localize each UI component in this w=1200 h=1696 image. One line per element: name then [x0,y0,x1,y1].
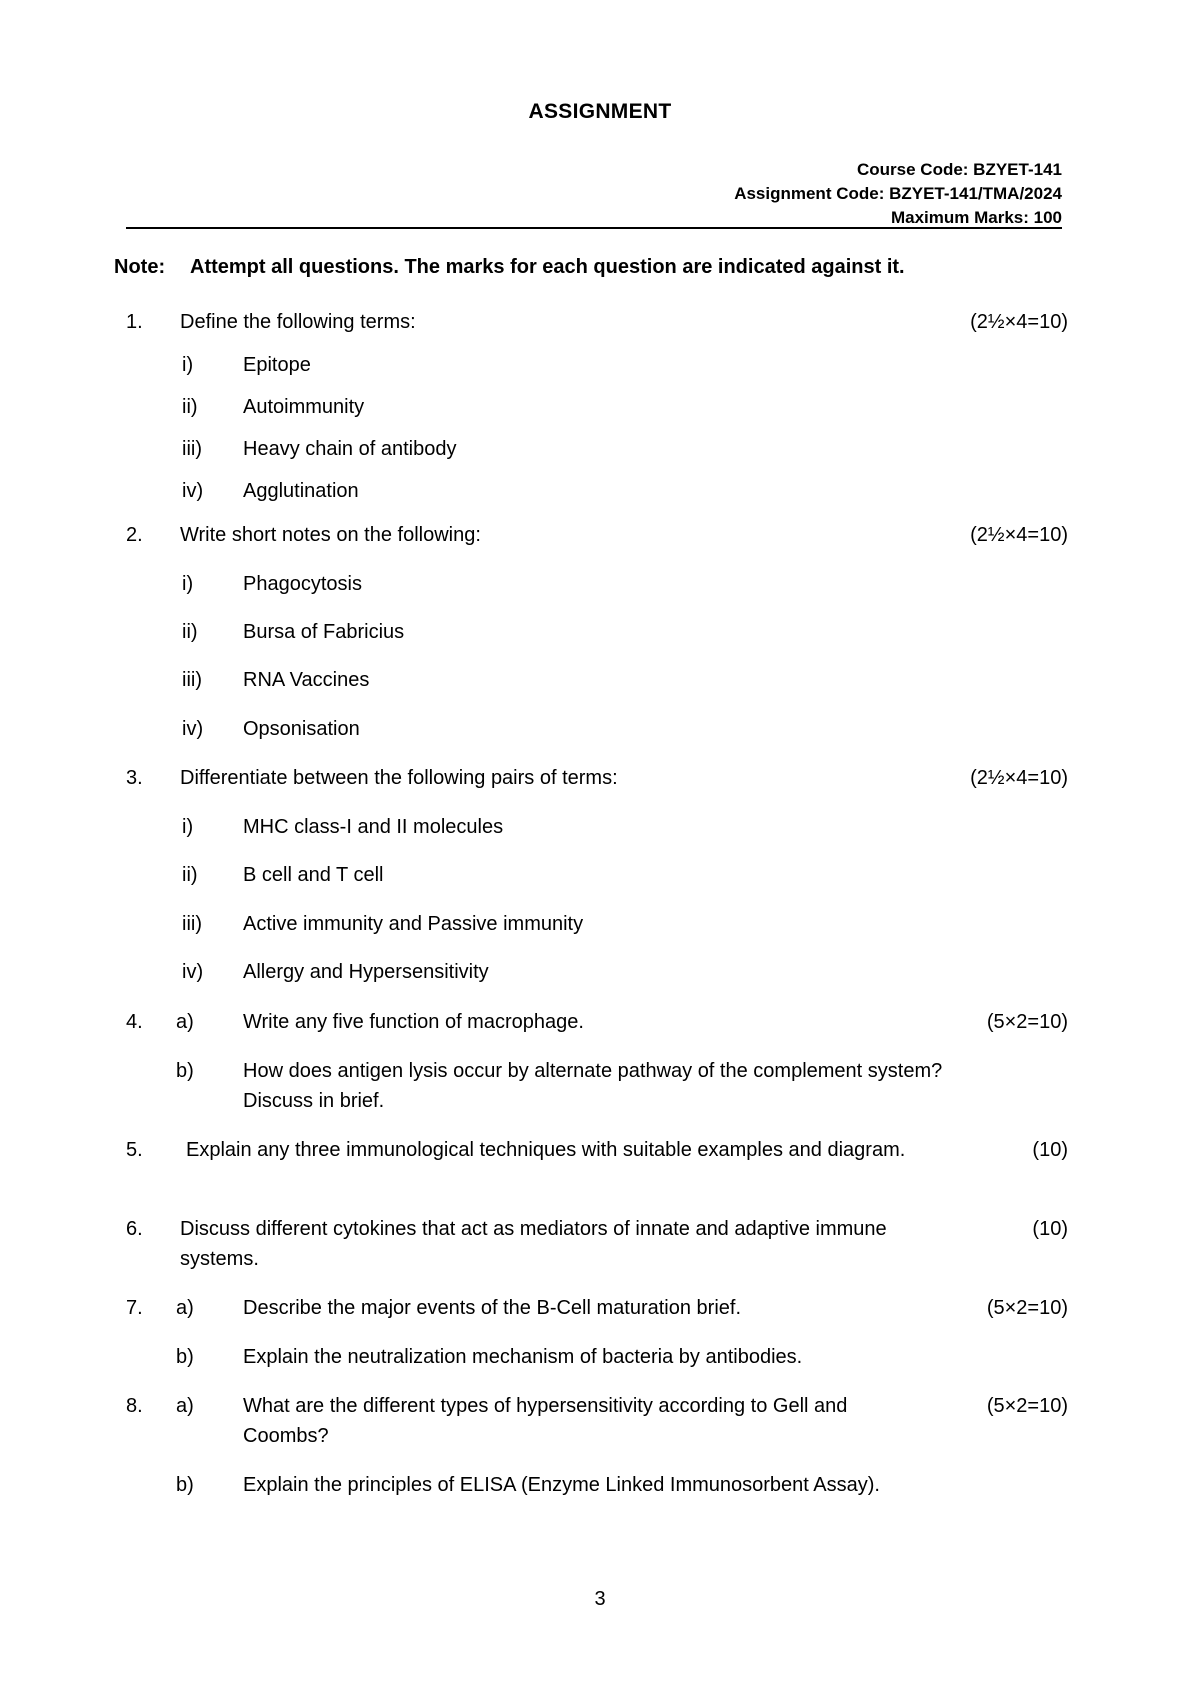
note [114,256,905,279]
question-number: 2. [126,524,143,546]
sub-item-label: ii) [182,396,198,418]
question-text: Explain any three immunological techniques with suitable examples and diagram. [186,1139,906,1161]
maximum-marks: Maximum Marks: 100 [890,208,1062,227]
sub-item-label: i) [182,816,194,838]
part-label: b) [176,1060,194,1082]
sub-item-label: iii) [182,669,202,691]
question-text: Write short notes on the following: [180,524,481,546]
part-label: a) [176,1297,194,1319]
question-number: 7. [126,1297,143,1319]
part-text: What are the different types of hypersensitivity according to Gell and Coombs? [243,1395,848,1447]
question-marks: (10) [1032,1139,1068,1161]
question-marks: (2½×4=10) [970,524,1068,546]
course-codes-block [734,158,1062,230]
sub-item-label: ii) [182,621,198,643]
question-number: 5. [126,1139,143,1161]
question-text: Define the following terms: [180,311,416,333]
header-divider [126,227,1062,229]
sub-item-text: B cell and T cell [243,864,384,886]
sub-item-label: i) [182,573,194,595]
note-text: Attempt all questions. The marks for each question are indicated against it. [190,256,905,278]
sub-item-label: iv) [182,718,204,740]
question-marks: (5×2=10) [986,1011,1068,1033]
sub-item-text: Opsonisation [243,718,360,740]
sub-item-text: RNA Vaccines [243,669,370,691]
question-number: 8. [126,1395,143,1417]
page-number: 3 [594,1588,606,1610]
note-label: Note: [114,256,166,278]
sub-item-label: i) [182,354,194,376]
part-text: Describe the major events of the B-Cell maturation brief. [243,1297,741,1319]
question-marks: (2½×4=10) [970,767,1068,789]
question-number: 4. [126,1011,143,1033]
page-title: ASSIGNMENT [528,100,672,123]
question-marks: (5×2=10) [986,1297,1068,1319]
sub-item-text: MHC class-I and II molecules [243,816,504,838]
part-label: b) [176,1346,194,1368]
part-label: a) [176,1395,194,1417]
part-label: a) [176,1011,194,1033]
part-text: Write any five function of macrophage. [243,1011,584,1033]
question-marks: (2½×4=10) [970,311,1068,333]
question-number: 6. [126,1218,143,1240]
sub-item-label: iii) [182,438,202,460]
sub-item-label: iv) [182,961,204,983]
question-number: 1. [126,311,143,333]
question-number: 3. [126,767,143,789]
assignment-code: Assignment Code: BZYET-141/TMA/2024 [734,184,1062,203]
part-text: How does antigen lysis occur by alternate pathway of the complement system? Discuss in brief. [243,1060,943,1112]
course-code: Course Code: BZYET-141 [857,160,1062,179]
sub-item-label: iv) [182,480,204,502]
sub-item-text: Autoimmunity [243,396,365,418]
sub-item-text: Heavy chain of antibody [243,438,457,460]
question-marks: (10) [1032,1218,1068,1240]
part-text: Explain the neutralization mechanism of bacteria by antibodies. [243,1346,803,1368]
part-text: Explain the principles of ELISA (Enzyme Linked Immunosorbent Assay). [243,1474,880,1496]
sub-item-text: Phagocytosis [243,573,362,595]
question-text: Discuss different cytokines that act as mediators of innate and adaptive immune systems. [180,1218,887,1270]
sub-item-text: Bursa of Fabricius [243,621,405,643]
part-label: b) [176,1474,194,1496]
sub-item-text: Allergy and Hypersensitivity [243,961,489,983]
sub-item-label: iii) [182,913,202,935]
sub-item-label: ii) [182,864,198,886]
question-marks: (5×2=10) [986,1395,1068,1417]
question-text: Differentiate between the following pairs of terms: [180,767,618,789]
sub-item-text: Agglutination [243,480,359,502]
sub-item-text: Epitope [243,354,311,376]
sub-item-text: Active immunity and Passive immunity [243,913,584,935]
